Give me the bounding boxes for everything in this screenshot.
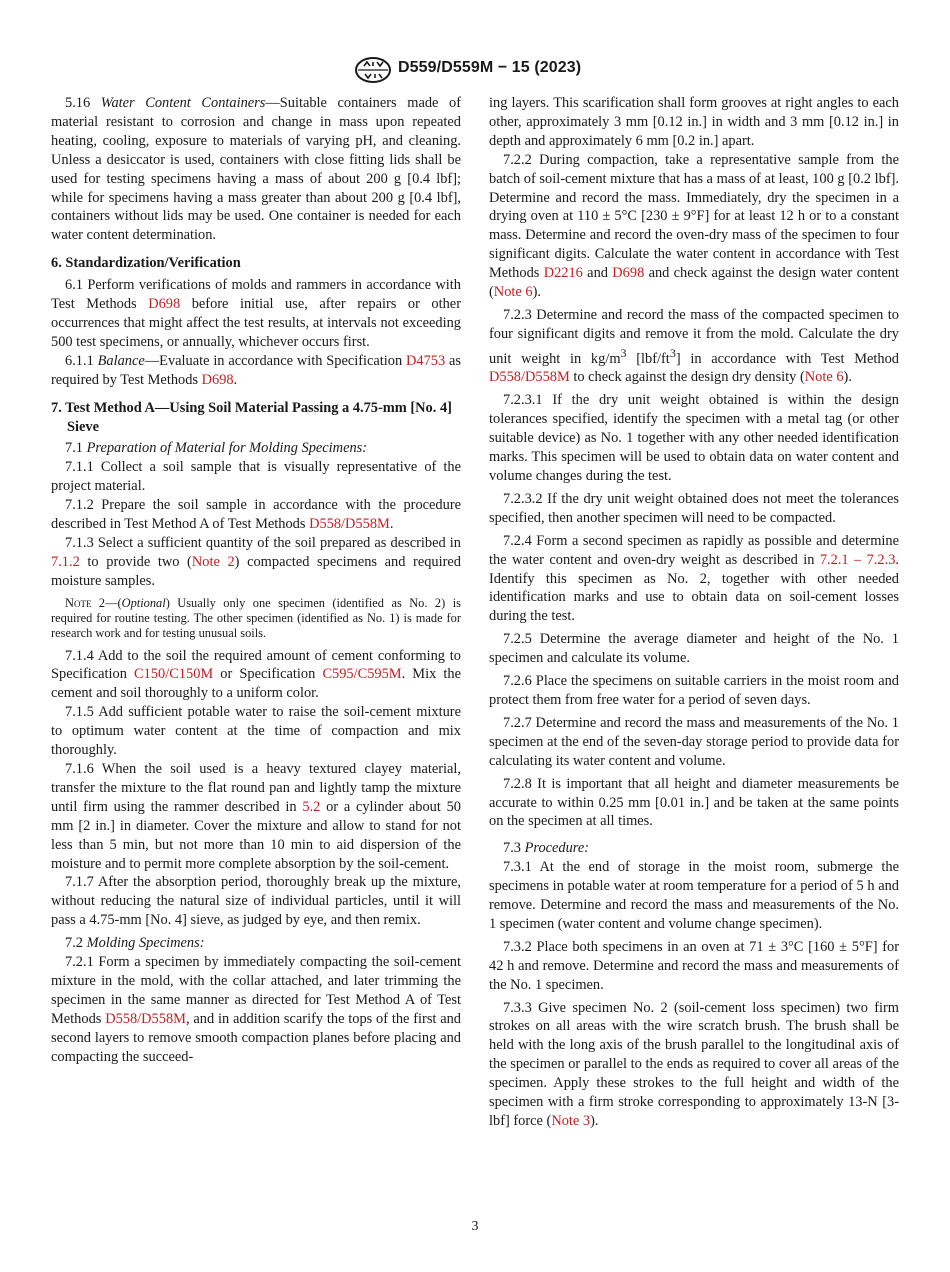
link-note-3[interactable]: Note 3 [551, 1113, 591, 1130]
section-7-2: 7.2 Molding Specimens: [65, 935, 205, 952]
section-7-1-2: 7.1.2 Prepare the soil sample in accordance with the procedure described in Test Method A of Test Methods D558/D558M. [51, 497, 461, 533]
section-7-3: 7.3 Procedure: [503, 840, 590, 857]
page-header [0, 57, 950, 83]
link-d698[interactable]: D698 [201, 371, 234, 388]
section-7-2-3-2: 7.2.3.2 If the dry unit weight obtained does not meet the tolerances specified, then another specimen will need to be compacted. [489, 490, 899, 526]
link-note-2[interactable]: Note 2 [191, 553, 235, 570]
section-7-2-7: 7.2.7 Determine and record the mass and measurements of the No. 1 specimen at the end of the seven-day storage period to provide data for calculating its water content and volume. [489, 714, 899, 769]
heading-section-6: 6. Standardization/Verification [51, 255, 241, 272]
section-7-2-1-continued: ing layers. This scarification shall form grooves at right angles to each other, approximately 3 mm [0.12 in.] in width and 3 mm [0.12 in.] in depth and approximately 6 mm [0.2 in.] apart. [489, 95, 899, 149]
section-7-2-6: 7.2.6 Place the specimens on suitable carriers in the moist room and protect them from free water for a period of seven days. [489, 673, 899, 708]
link-7-2-1-7-2-3[interactable]: 7.2.1 – 7.2.3 [819, 551, 896, 568]
section-7-3-3: 7.3.3 Give specimen No. 2 (soil-cement loss specimen) two firm strokes on all areas with the wire scratch brush. The brush shall be held with the long axis of the brush parallel to the longitudinal axis of the specimen or parallel to the ends as required to cover all areas of the specimen. Apply these strokes to the full height and width of the specimen with a firm stroke corresponding to approximately 13-N [3-lbf] force (Note 3). [489, 999, 899, 1130]
section-7-2-2: 7.2.2 During compaction, take a representative sample from the batch of soil-cement mixture that has a mass of at least, 100 g [0.2 lbf]. Determine and record the mass. Immediately, dry the specimen in a drying oven at 110 ± 5°C [230 ± 9°F] for at least 12 h or to a constant mass. Determine and record the oven-dry mass of the specimen to four significant digits. Calculate the water content in accordance with Test Methods D2216 and D698 and check against the design water content (Note 6). [489, 151, 899, 301]
link-d558[interactable]: D558/D558M [309, 516, 390, 533]
link-d558[interactable]: D558/D558M [489, 369, 570, 386]
section-7-3-1: 7.3.1 At the end of storage in the moist room, submerge the specimens in potable water at room temperature for a period of 5 h and remove. Determine and record the mass and measurements of the No. 1 specimen (water content and volume change specimen). [489, 859, 899, 932]
section-7-2-8: 7.2.8 It is important that all height and diameter measurements be accurate to within 0.25 mm [0.01 in.] and be taken at the same points on the specimen at all times. [489, 775, 899, 830]
link-c595[interactable]: C595/C595M [322, 666, 402, 683]
section-7-1-3: 7.1.3 Select a sufficient quantity of the soil prepared as described in 7.1.2 to provide two (Note 2) compacted specimens and required moisture samples. [51, 534, 461, 589]
link-c150[interactable]: C150/C150M [134, 666, 214, 683]
section-7-2-5: 7.2.5 Determine the average diameter and height of the No. 1 specimen and calculate its volume. [489, 631, 899, 667]
link-5-2[interactable]: 5.2 [302, 798, 321, 815]
section-7-1-4: 7.1.4 Add to the soil the required amount of cement conforming to Specification C150/C150M or Specification C595/C595M. Mix the cement and soil thoroughly to a uniform color. [51, 647, 461, 702]
section-7-2-1: 7.2.1 Form a specimen by immediately compacting the soil-cement mixture in the mold, with the collar attached, and later trimming the specimen in the same manner as directed for Test Method A of Test Methods D558/D558M, and in addition scarify the tops of the first and second layers to remove smooth compaction planes before placing and compacting the succeed- [51, 954, 461, 1065]
heading-section-7: 7. Test Method A—Using Soil Material Passing a 4.75-mm [No. 4] Sieve [51, 399, 452, 435]
link-d4753[interactable]: D4753 [406, 352, 446, 369]
section-5-16: 5.16 Water Content Containers—Suitable containers made of material resistant to corrosion and change in mass upon repeated heating, cooling, exposure to materials of varying pH, and cleaning. Unless a desiccator is used, containers with close fitting lids shall be used for testing specimens having a mass of about 200 g [0.4 lbf]; while for specimens having a mass greater than about 200 g [0.4 lbf], containers without lids may be used. One container is needed for each water content determination. [51, 95, 462, 244]
link-d698[interactable]: D698 [148, 296, 181, 313]
note-2: Note 2—(Optional) Usually only one specimen (identified as No. 2) is required for routine testing. The other specimen (identified as No. 1) is made for research work and for testing unusual soils. [51, 595, 461, 641]
link-d558[interactable]: D558/D558M [105, 1010, 186, 1027]
link-note-6[interactable]: Note 6 [804, 369, 844, 386]
section-7-2-3: 7.2.3 Determine and record the mass of the compacted specimen to four significant digits and remove it from the mold. Calculate the dry unit weight in $kg/m^3$ $[lbf/ft^3]$ in accordance with Test Method D558/D558M to check against the design dry density (Note 6). [489, 306, 899, 386]
section-7-1-5: 7.1.5 Add sufficient potable water to raise the soil-cement mixture to optimum water content at the time of compaction and mix thoroughly. [51, 704, 461, 759]
section-7-1-7: 7.1.7 After the absorption period, thoroughly break up the mixture, without reducing the natural size of individual particles, until it will pass a 4.75-mm [No. 4] sieve, as judged by eye, and then remix. [51, 874, 461, 929]
page-number: 3 [471, 1219, 479, 1234]
astm-logo-icon [354, 57, 392, 83]
link-note-6[interactable]: Note 6 [493, 284, 533, 301]
section-6-1: 6.1 Perform verifications of molds and rammers in accordance with Test Methods D698 before initial use, after repairs or other occurrences that might affect the test results, at intervals not exceeding 500 test specimens, or annually, whichever occurs first. [51, 277, 461, 350]
section-7-1: 7.1 Preparation of Material for Molding Specimens: [65, 440, 368, 457]
right-column [489, 94, 899, 1131]
link-7-1-2[interactable]: 7.1.2 [51, 553, 80, 570]
section-7-2-3-1: 7.2.3.1 If the dry unit weight obtained is within the design tolerances specified, identify the specimen with a metal tag (or other suitable device) as No. 1 together with any other needed identification marks. This specimen will be used to obtain data on water content and volume changes during the test. [489, 392, 899, 485]
section-7-2-4: 7.2.4 Form a second specimen as rapidly as possible and determine the water content and oven-dry weight as described in 7.2.1 – 7.2.3. Identify this specimen as No. 2, together with other needed identification marks and use to obtain data on soil-cement losses during the test. [489, 532, 899, 625]
left-column [51, 94, 461, 1066]
section-6-1-1: 6.1.1 Balance—Evaluate in accordance with Specification D4753 as required by Test Methods D698. [51, 352, 461, 388]
link-d698[interactable]: D698 [612, 265, 645, 282]
link-d2216[interactable]: D2216 [543, 265, 583, 282]
document-designation: D559/D559M − 15 (2023) [398, 59, 582, 76]
section-7-3-2: 7.3.2 Place both specimens in an oven at 71 ± 3°C [160 ± 5°F] for 42 h and remove. Determine and record the mass and measurements of the No. 1 specimen. [489, 938, 899, 993]
section-7-1-1: 7.1.1 Collect a soil sample that is visually representative of the project material. [51, 459, 461, 495]
section-7-1-6: 7.1.6 When the soil used is a heavy textured clayey material, transfer the mixture to the flat round pan and lightly tamp the mixture until firm using the rammer described in 5.2 or a cylinder about 50 mm [2 in.] in diameter. Cover the mixture and allow to stand for not less than 5 min, but not more than 10 min to aid dispersion of the moisture and to permit more complete absorption by the soil-cement. [51, 760, 461, 872]
